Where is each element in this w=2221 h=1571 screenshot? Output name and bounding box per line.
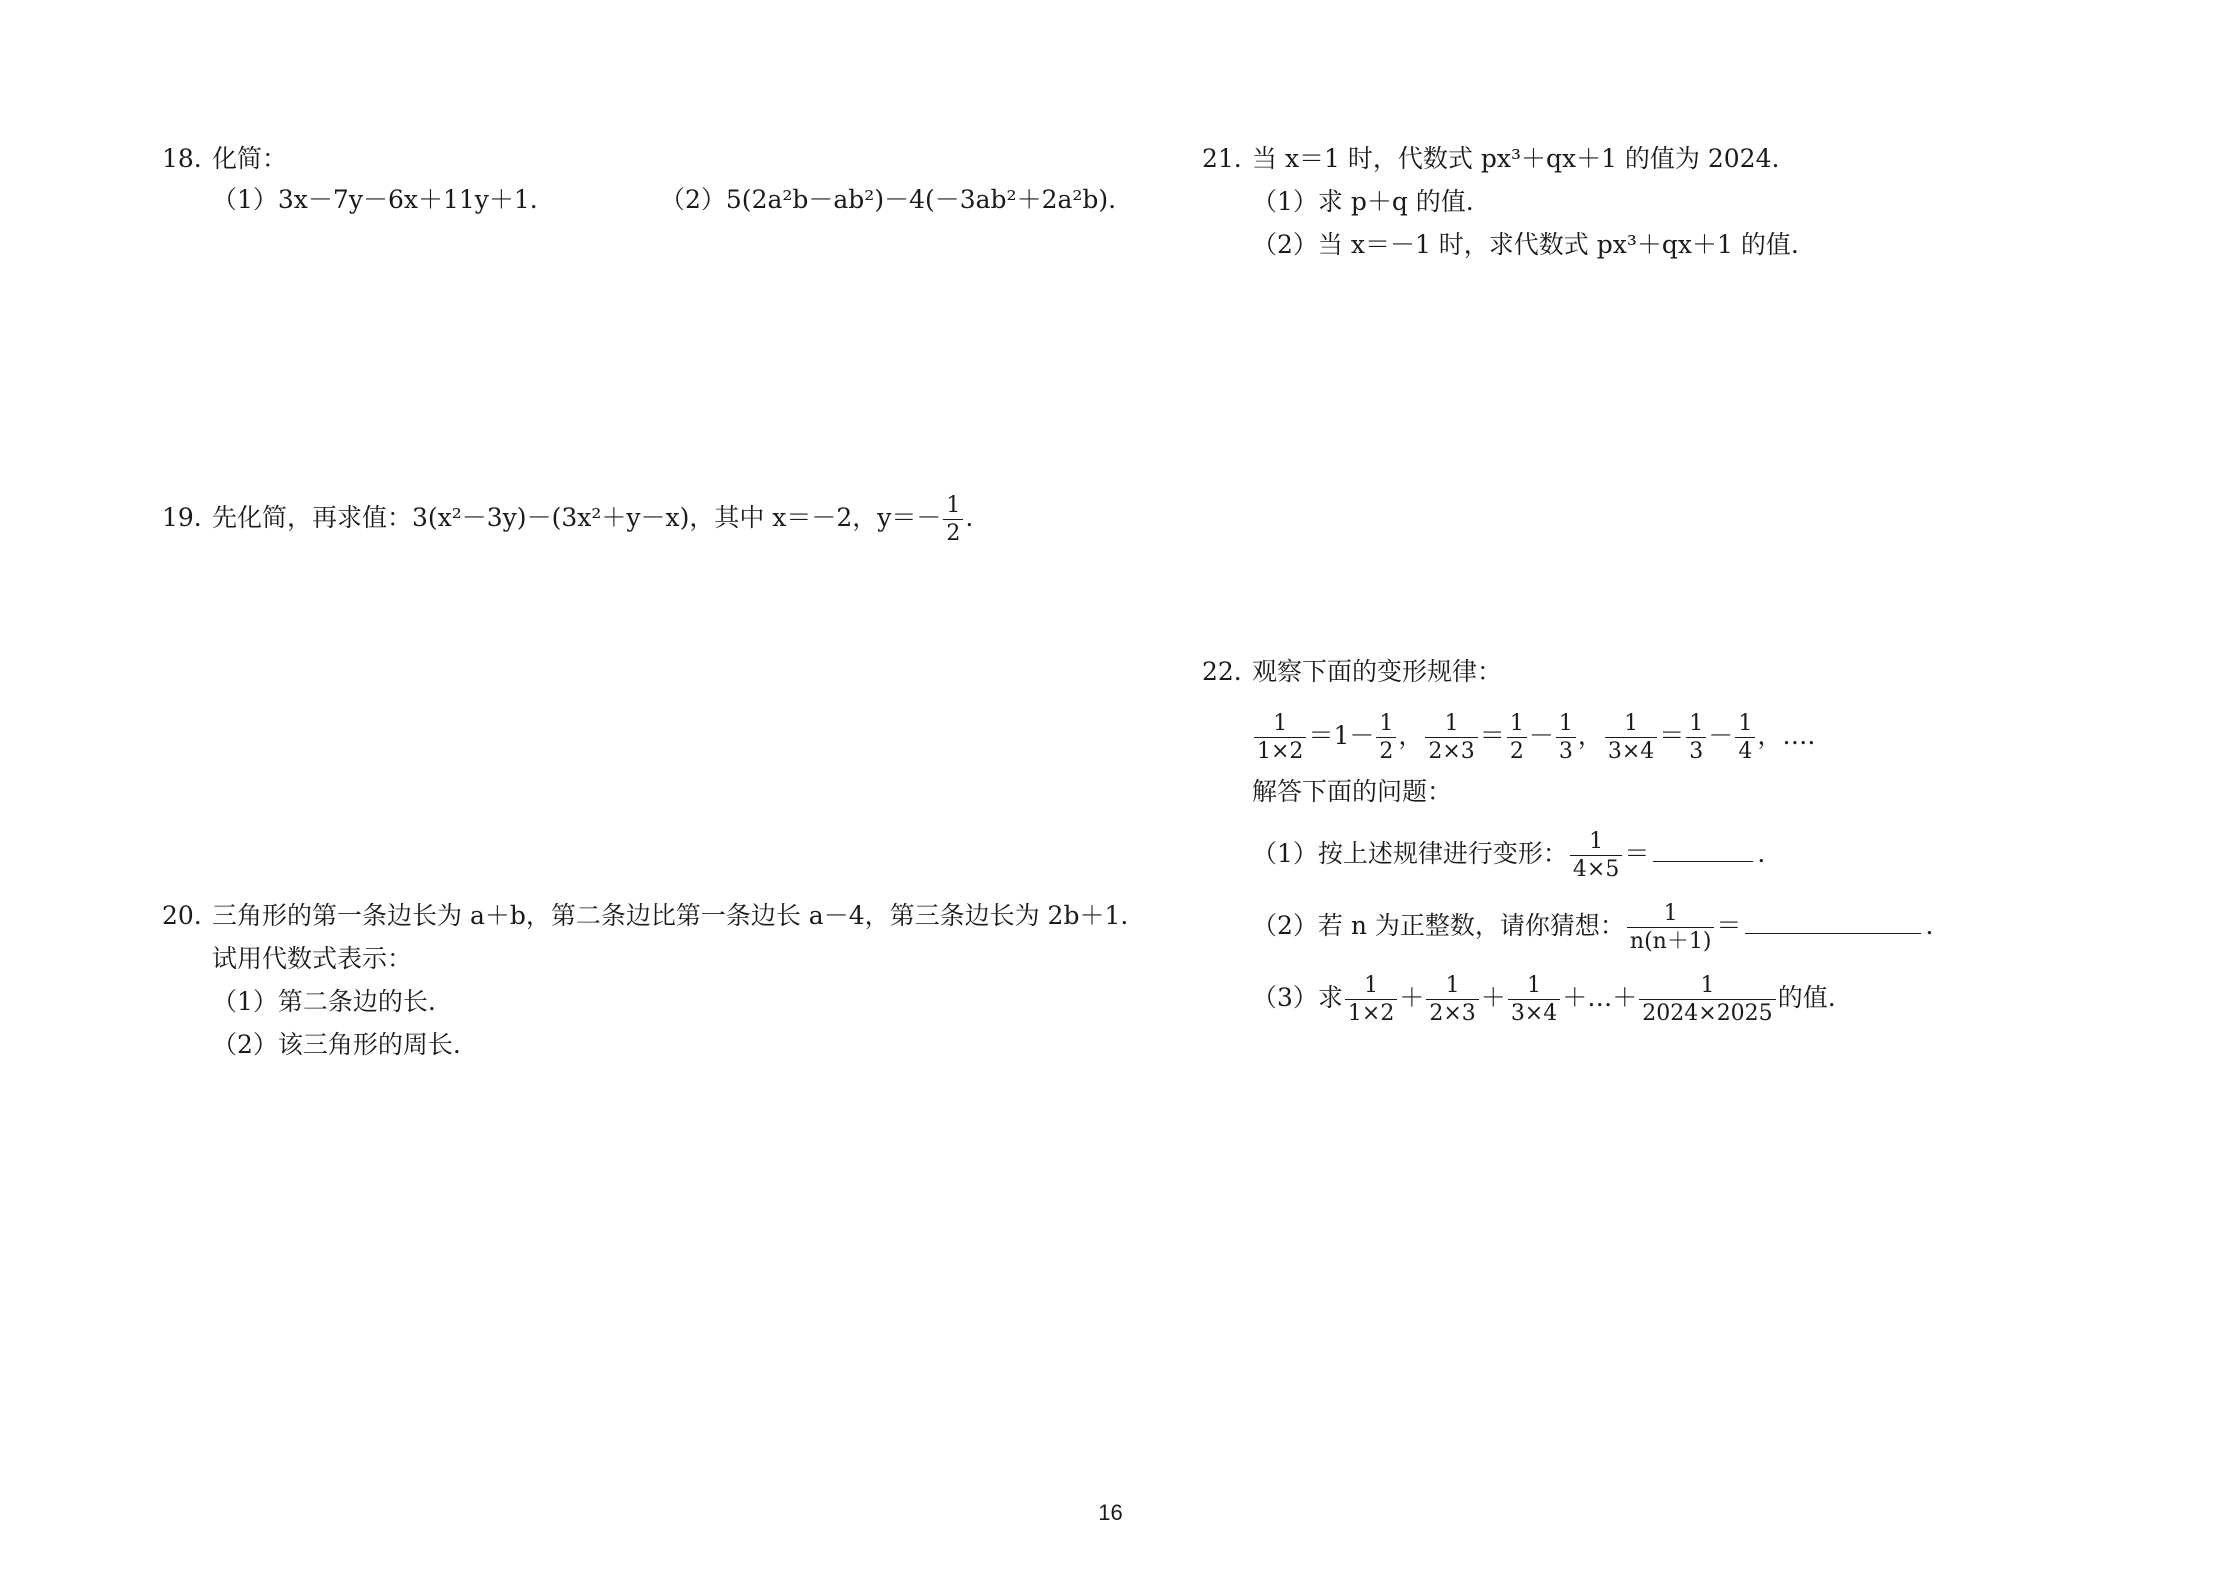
denominator: 2×3 bbox=[1428, 739, 1475, 764]
problem-22-heading bbox=[1202, 650, 1502, 694]
fraction bbox=[1376, 710, 1396, 765]
problem-22-part-1 bbox=[1252, 826, 1765, 882]
denominator: 2 bbox=[946, 521, 961, 546]
denominator: n(n＋1) bbox=[1629, 929, 1712, 954]
numerator: 1 bbox=[1627, 900, 1715, 928]
denominator: 2024×2025 bbox=[1642, 1001, 1773, 1026]
numerator: 1 bbox=[943, 492, 963, 520]
fraction bbox=[1556, 710, 1576, 765]
numerator: 1 bbox=[1570, 828, 1622, 856]
fraction bbox=[1507, 710, 1527, 765]
problem-21-statement bbox=[1202, 137, 1779, 181]
fraction bbox=[943, 492, 963, 547]
punctuation: . bbox=[1757, 839, 1766, 868]
denominator: 2 bbox=[1379, 739, 1394, 764]
ellipsis-sum: ＋…＋ bbox=[1562, 983, 1638, 1012]
fraction bbox=[1345, 972, 1397, 1027]
problem-title: 化简： bbox=[212, 144, 288, 173]
numerator: 1 bbox=[1345, 972, 1397, 1000]
fraction bbox=[1426, 972, 1478, 1027]
problem-title: 观察下面的变形规律： bbox=[1252, 657, 1503, 686]
part-ending: 的值. bbox=[1777, 983, 1836, 1012]
problem-22-prompt: 解答下面的问题： bbox=[1252, 777, 1453, 806]
problem-text: 先化简，再求值：3(x²－3y)－(3x²＋y－x)，其中 x＝－2，y＝－ bbox=[212, 503, 942, 532]
denominator: 3×4 bbox=[1510, 1001, 1558, 1026]
equals-sign: ＝ bbox=[1716, 911, 1742, 940]
part-label: （1）按上述规律进行变形： bbox=[1252, 839, 1568, 868]
part-label: （2）若 n 为正整数，请你猜想： bbox=[1252, 911, 1625, 940]
separator: ， bbox=[1398, 721, 1424, 750]
denominator: 3 bbox=[1689, 739, 1704, 764]
denominator: 1×2 bbox=[1257, 739, 1304, 764]
answer-blank[interactable] bbox=[1653, 835, 1753, 862]
problem-20-line-1 bbox=[162, 894, 1128, 938]
denominator: 2 bbox=[1509, 739, 1524, 764]
denominator: 3×4 bbox=[1607, 739, 1655, 764]
plus-sign: ＋ bbox=[1480, 983, 1506, 1012]
problem-20-line-2: 试用代数式表示： bbox=[212, 944, 413, 973]
equals-text: ＝ bbox=[1659, 721, 1685, 750]
numerator: 1 bbox=[1425, 710, 1477, 738]
problem-text: 当 x＝1 时，代数式 px³＋qx＋1 的值为 2024. bbox=[1252, 144, 1780, 173]
numerator: 1 bbox=[1254, 710, 1306, 738]
part-label: （3）求 bbox=[1252, 983, 1343, 1012]
problem-20-part-2: （2）该三角形的周长. bbox=[212, 1030, 461, 1059]
problem-19-statement bbox=[162, 492, 974, 546]
numerator: 1 bbox=[1605, 710, 1657, 738]
numerator: 1 bbox=[1508, 972, 1560, 1000]
fraction bbox=[1508, 972, 1560, 1027]
numerator: 1 bbox=[1639, 972, 1775, 1000]
problem-21-part-1: （1）求 p＋q 的值. bbox=[1252, 187, 1474, 216]
ellipsis: ，…. bbox=[1757, 721, 1816, 750]
equals-sign: ＝ bbox=[1624, 839, 1650, 868]
fraction bbox=[1254, 710, 1306, 765]
problem-18-part-2: （2）5(2a²b－ab²)－4(－3ab²＋2a²b). bbox=[660, 185, 1117, 214]
numerator: 1 bbox=[1556, 710, 1576, 738]
problem-text: 三角形的第一条边长为 a＋b，第二条边比第一条边长 a－4，第三条边长为 2b＋1. bbox=[212, 901, 1129, 930]
minus-sign: － bbox=[1708, 721, 1734, 750]
problem-18-heading bbox=[162, 137, 287, 181]
problem-number: 19. bbox=[162, 503, 202, 532]
denominator: 1×2 bbox=[1347, 1001, 1395, 1026]
problem-number: 21. bbox=[1202, 144, 1242, 173]
equals-text: ＝1－ bbox=[1308, 721, 1375, 750]
minus-sign: － bbox=[1528, 721, 1554, 750]
separator: ， bbox=[1577, 721, 1603, 750]
numerator: 1 bbox=[1507, 710, 1527, 738]
fraction bbox=[1425, 710, 1477, 765]
fraction bbox=[1735, 710, 1755, 765]
problem-22-part-3 bbox=[1252, 970, 1836, 1026]
numerator: 1 bbox=[1426, 972, 1478, 1000]
denominator: 4×5 bbox=[1572, 857, 1620, 882]
problem-number: 18. bbox=[162, 144, 202, 173]
page-number: 16 bbox=[1098, 1500, 1123, 1525]
problem-22-part-2 bbox=[1252, 898, 1933, 954]
denominator: 2×3 bbox=[1429, 1001, 1476, 1026]
answer-blank[interactable] bbox=[1745, 907, 1921, 934]
fraction bbox=[1639, 972, 1775, 1027]
equals-text: ＝ bbox=[1479, 721, 1505, 750]
problem-number: 22. bbox=[1202, 657, 1242, 686]
punctuation: . bbox=[965, 503, 974, 532]
problem-18-part-1: （1）3x－7y－6x＋11y＋1. bbox=[212, 185, 538, 214]
fraction bbox=[1627, 900, 1715, 955]
problem-21-part-2: （2）当 x＝－1 时，求代数式 px³＋qx＋1 的值. bbox=[1252, 230, 1799, 259]
denominator: 4 bbox=[1738, 739, 1753, 764]
denominator: 3 bbox=[1558, 739, 1573, 764]
problem-20-part-1: （1）第二条边的长. bbox=[212, 987, 436, 1016]
numerator: 1 bbox=[1686, 710, 1706, 738]
plus-sign: ＋ bbox=[1399, 983, 1425, 1012]
fraction bbox=[1570, 828, 1622, 883]
pattern-line bbox=[1252, 708, 1815, 764]
problem-number: 20. bbox=[162, 901, 202, 930]
fraction bbox=[1686, 710, 1706, 765]
fraction bbox=[1605, 710, 1657, 765]
numerator: 1 bbox=[1735, 710, 1755, 738]
numerator: 1 bbox=[1376, 710, 1396, 738]
punctuation: . bbox=[1925, 911, 1934, 940]
